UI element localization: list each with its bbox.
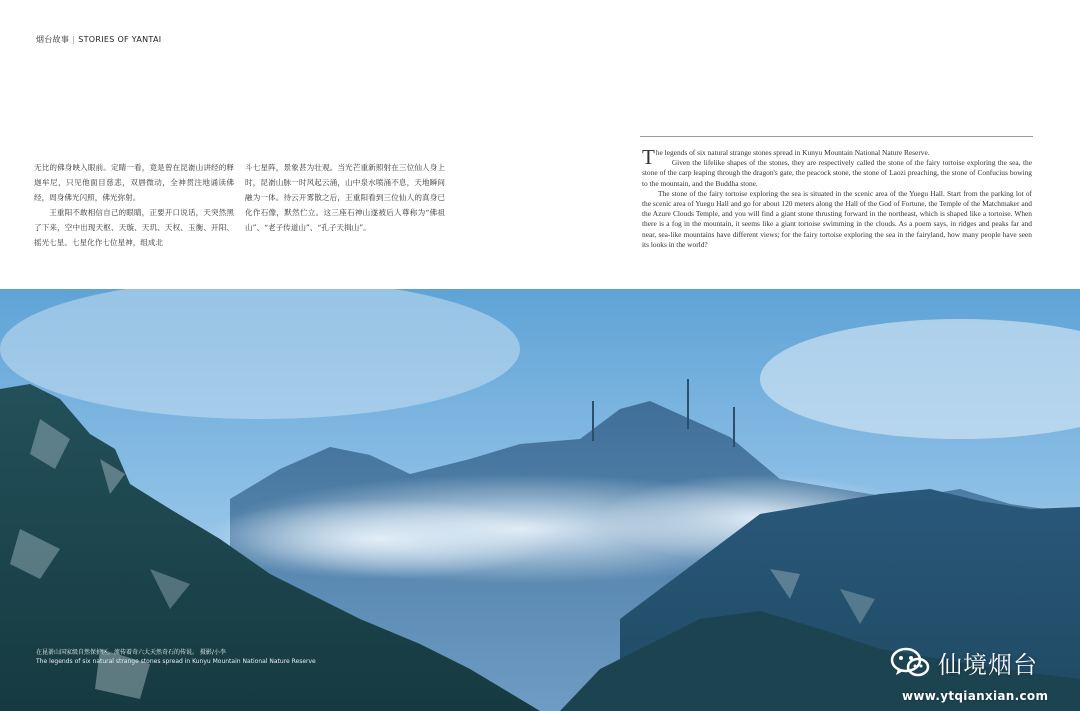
chinese-column-2 <box>245 160 445 235</box>
wechat-icon <box>890 647 930 679</box>
photo-caption <box>36 648 316 666</box>
section-title-en: STORIES OF YANTAI <box>78 35 162 44</box>
photo-caption-en: The legends of six natural strange stones spread in Kunyu Mountain National Nature Reserve <box>36 658 316 665</box>
watermark-logo-text: 仙境烟台 <box>938 651 1038 679</box>
photo-caption-cn: 在昆嵛山国家级自然保护区，流传着奇六大天然奇石的传说。 摄影/小李 <box>36 649 226 656</box>
english-paragraph <box>642 145 1032 169</box>
divider-rule <box>640 136 1033 137</box>
chinese-column-1 <box>34 160 234 250</box>
english-text-block <box>642 145 1032 250</box>
section-title-cn: 烟台故事 <box>36 35 70 44</box>
section-header <box>36 34 161 45</box>
chinese-paragraph: 无比的佛身映入眼前。定睛一看，竟是曾在昆嵛山讲经的释迦牟尼，只见他面目慈悲，双唇微动，全神贯注地诵读佛经，周身佛光闪照，佛光弥射。 <box>34 163 234 202</box>
english-paragraph: Given the lifelike shapes of the stones, they are respectively called the stone of the fairy tortoise exploring the sea, the stone of the carp leaping through the dragon's gate, the peacock stone, the stone of Laozi preaching, the stone of Confucius bowing to the mountain, and the Buddha stone. <box>642 158 1032 188</box>
wechat-watermark <box>890 645 1038 680</box>
header-divider: | <box>72 35 76 44</box>
english-paragraph-lead: he legends of six natural strange stones spread in Kunyu Mountain National Nature Reserve. <box>655 148 930 157</box>
english-paragraph: The stone of the fairy tortoise exploring the sea is situated in the scenic area of the Yuegu Hall. Start from the parking lot of the scenic area of Yuegu Hall and go for about 120 meters along the Hall of the God of Fortune, the Temple of the Matchmaker and the Azure Clouds Temple, and you will find a giant stone thrusting forward in the northeast, which is shaped like a tortoise. When there is a fog in the mountain, it seems like a giant tortoise swimming in the clouds. As a poem says, in ridges and peaks far and near, sea-like mountains have different views; for the fairy tortoise exploring the sea in the fairyland, how many people have seen its looks in the world? <box>642 188 1032 249</box>
watermark-url: www.ytqianxian.com <box>902 689 1049 703</box>
chinese-paragraph: 斗七星阵，景象甚为壮观。当光芒重新照射在三位仙人身上时，昆嵛山脉一时风起云涌，山中泉水喷涌不息，天地瞬间融为一体。待云开雾散之后，王重阳看到三位仙人的真身已化作石像，默然伫立。这三座石神山遂被后人尊称为“佛祖山”、“老子传道山”、“孔子天揖山”。 <box>245 163 445 232</box>
chinese-paragraph: 王重阳不敢相信自己的眼睛，正要开口说话，天突然黑了下来，空中出现天枢、天璇、天玑、天权、玉衡、开阳、摇光七星。七星化作七位星神，组成北 <box>34 208 234 247</box>
drop-cap: T <box>642 145 655 169</box>
